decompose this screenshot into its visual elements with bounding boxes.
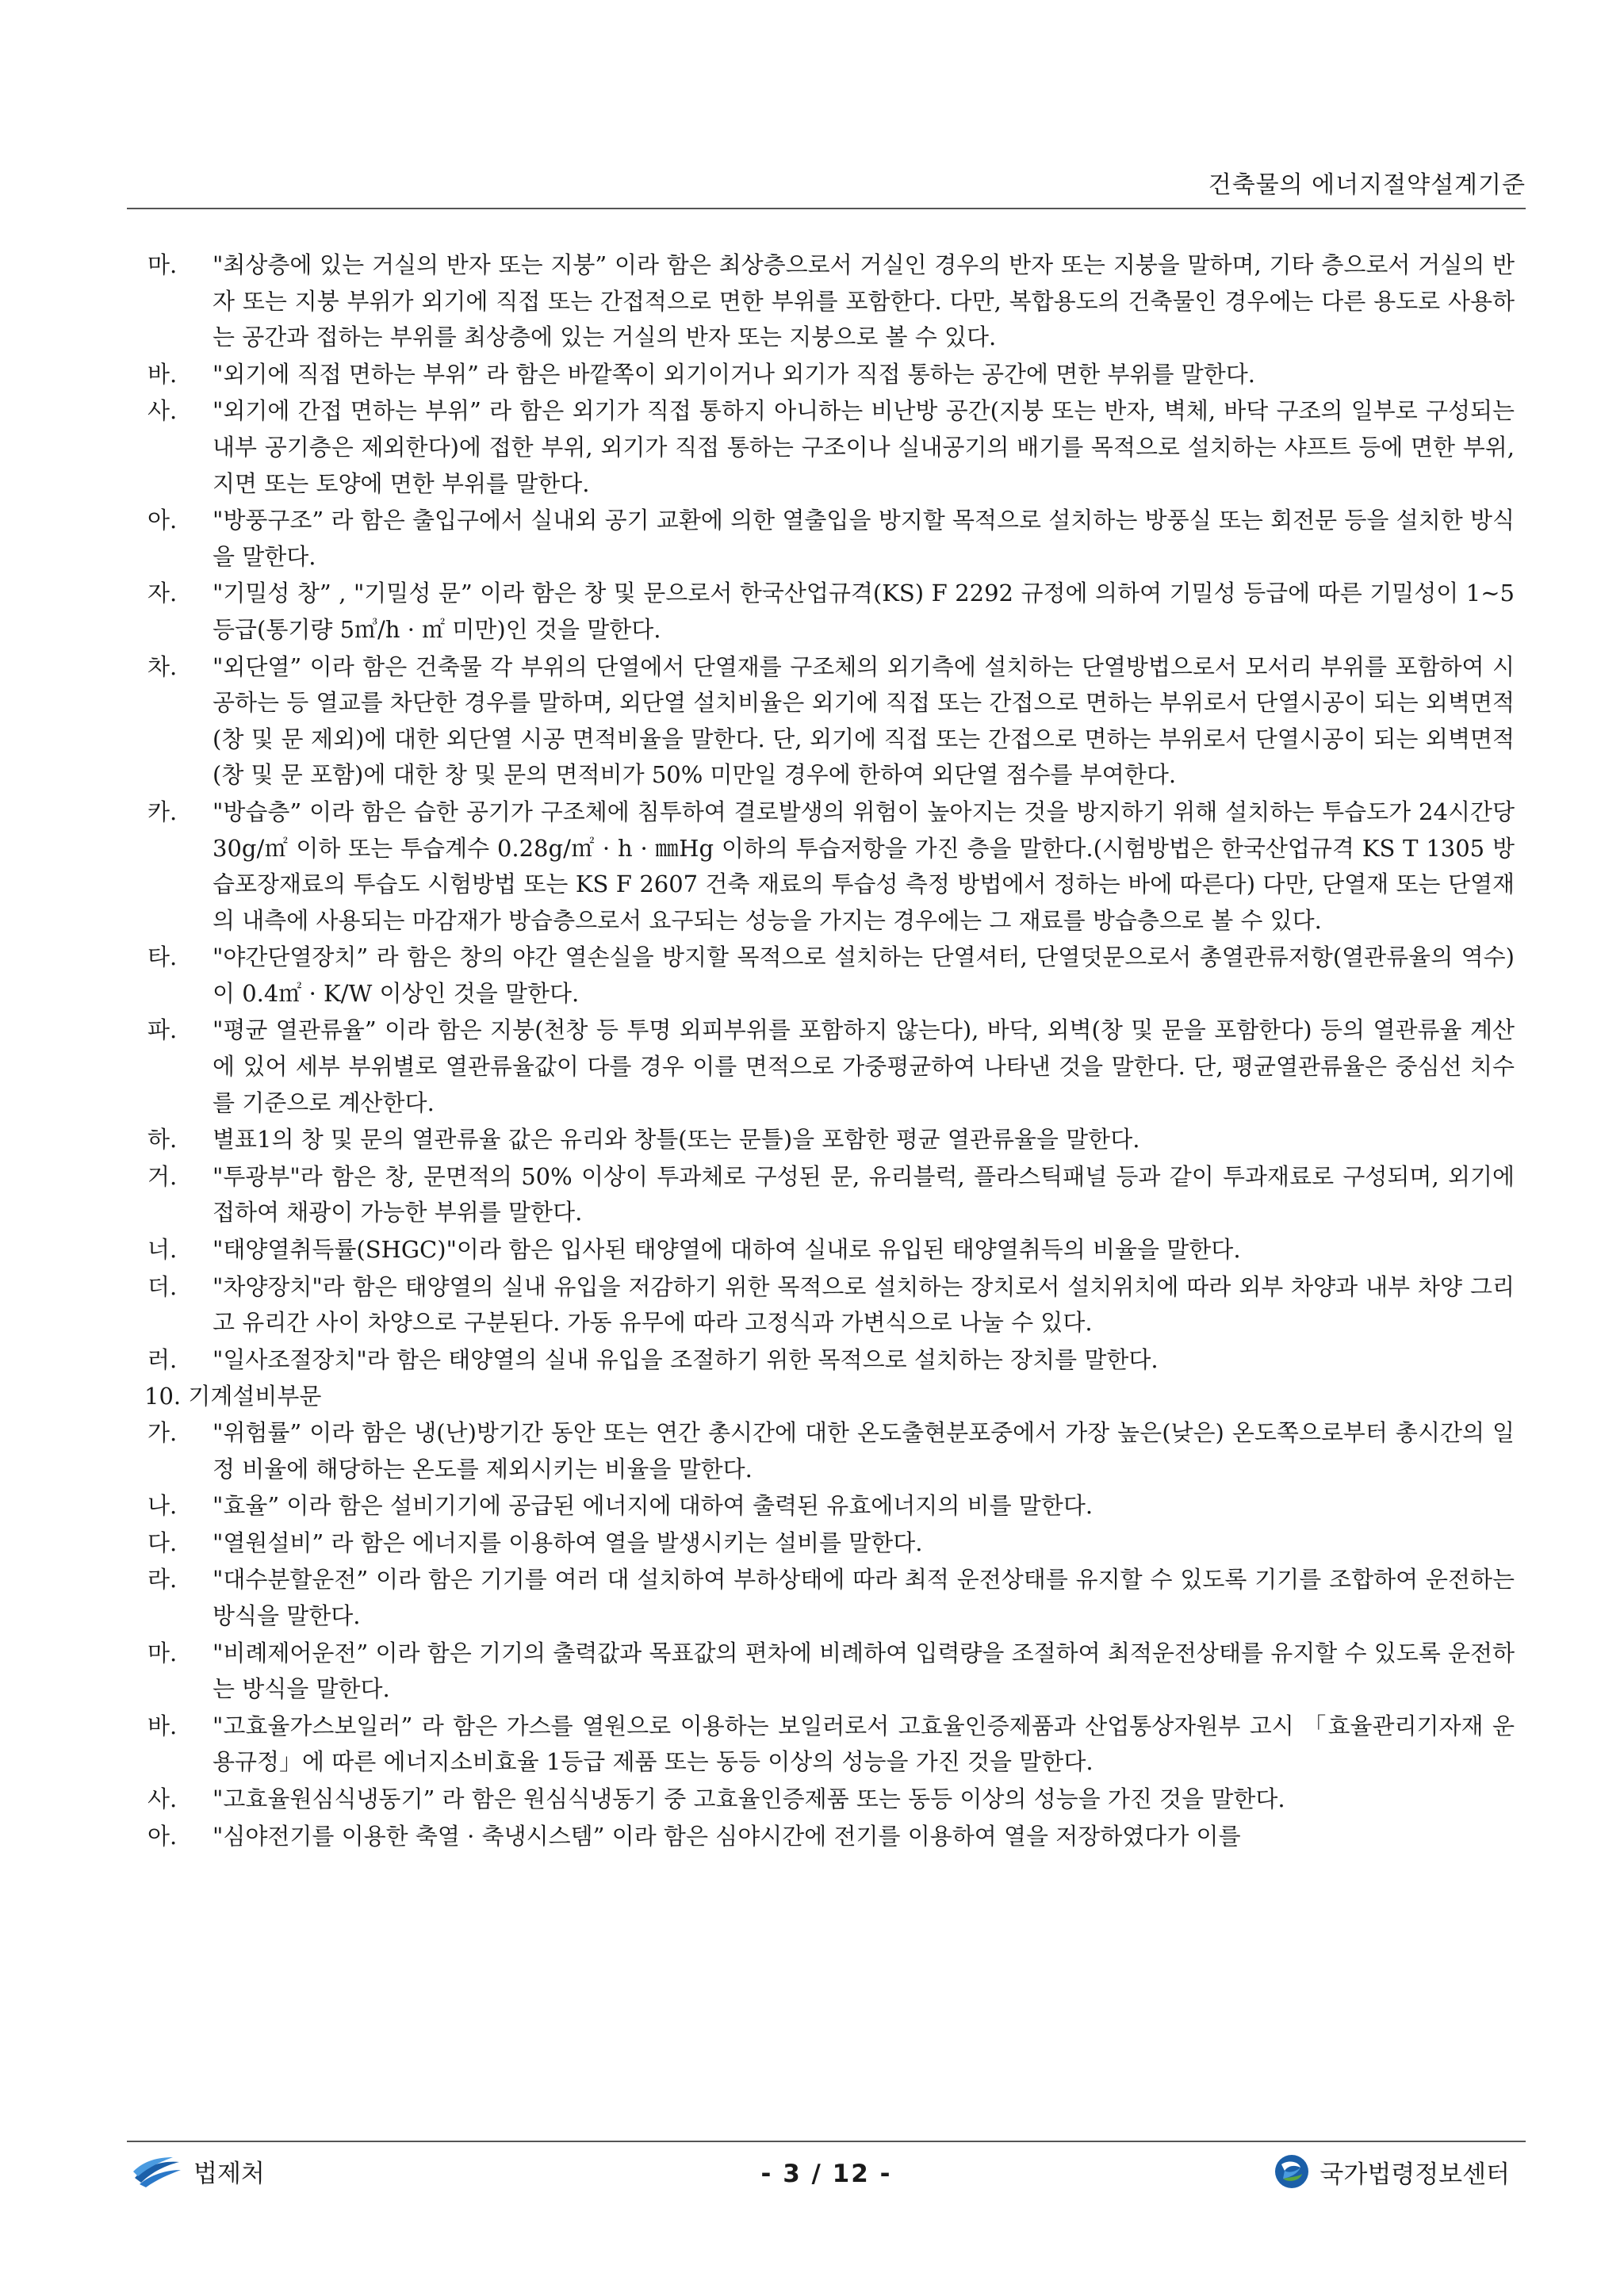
- item-text: "외기에 직접 면하는 부위” 라 함은 바깥쪽이 외기이거나 외기가 직접 통하는 공간에 면한 부위를 말한다.: [213, 360, 1256, 388]
- item-text: "투광부"라 함은 창, 문면적의 50% 이상이 투과체로 구성된 문, 유리블럭, 플라스틱패널 등과 같이 투과재료로 구성되며, 외기에 접하여 채광이 가능한 부위를 말한다.: [213, 1162, 1515, 1226]
- item-marker: 카.: [147, 798, 178, 825]
- item-text: "태양열취득률(SHGC)"이라 함은 입사된 태양열에 대하여 실내로 유입된 태양열취득의 비율을 말한다.: [213, 1236, 1241, 1264]
- item-text: "최상층에 있는 거실의 반자 또는 지붕” 이라 함은 최상층으로서 거실인 경우의 반자 또는 지붕을 말하며, 기타 층으로서 거실의 반자 또는 지붕 부위가 외기에 직접 또는 간접적으로 면한 부위를 포함한다. 다만, 복합용도의 건축물인 경우에는 다른 용도로 사용하는 공간과 접하는 부위를 최상층에 있는 거실의 반자 또는 지붕으로 볼 수 있다.: [213, 251, 1515, 351]
- item-marker: 마.: [147, 1639, 178, 1667]
- item-marker: 아.: [147, 507, 178, 534]
- definition-item: [147, 1819, 1515, 1855]
- item-marker: 사.: [147, 1785, 178, 1812]
- item-marker: 나.: [147, 1492, 178, 1520]
- definition-item: [147, 1781, 1515, 1818]
- item-text: "방풍구조” 라 함은 출입구에서 실내외 공기 교환에 의한 열출입을 방지할 목적으로 설치하는 방풍실 또는 회전문 등을 설치한 방식을 말한다.: [213, 507, 1515, 570]
- document-body: [144, 247, 1515, 1855]
- definition-item: [147, 1159, 1515, 1231]
- item-text: "고효율가스보일러” 라 함은 가스를 열원으로 이용하는 보일러로서 고효율인증제품과 산업통상자원부 고시 「효율관리기자재 운용규정」에 따른 에너지소비효율 1등급 제품 또는 동등 이상의 성능을 가진 것을 말한다.: [213, 1712, 1515, 1776]
- page-number: - 3 / 12 -: [760, 2160, 892, 2188]
- definition-item: [147, 393, 1515, 502]
- item-marker: 러.: [147, 1345, 178, 1373]
- item-marker: 아.: [147, 1822, 178, 1850]
- definition-item: [147, 939, 1515, 1012]
- definition-item: [147, 247, 1515, 356]
- item-text: "고효율원심식냉동기” 라 함은 원심식냉동기 중 고효율인증제품 또는 동등 이상의 성능을 가진 것을 말한다.: [213, 1785, 1285, 1812]
- item-text: "야간단열장치” 라 함은 창의 야간 열손실을 방지할 목적으로 설치하는 단열셔터, 단열덧문으로서 총열관류저항(열관류율의 역수)이 0.4㎡ · K/W 이상인 것을 말한다.: [213, 943, 1515, 1007]
- definition-item: [147, 576, 1515, 648]
- item-text: "효율” 이라 함은 설비기기에 공급된 에너지에 대하여 출력된 유효에너지의 비를 말한다.: [213, 1492, 1094, 1520]
- item-marker: 거.: [147, 1162, 178, 1190]
- definition-item: [147, 1122, 1515, 1158]
- definition-item: [147, 1232, 1515, 1269]
- item-marker: 자.: [147, 580, 178, 607]
- item-text: "열원설비” 라 함은 에너지를 이용하여 열을 발생시키는 설비를 말한다.: [213, 1529, 923, 1556]
- item-marker: 라.: [147, 1566, 178, 1594]
- item-text: "평균 열관류율” 이라 함은 지붕(천창 등 투명 외피부위를 포함하지 않는다), 바닥, 외벽(창 및 문을 포함한다) 등의 열관류율 계산에 있어 세부 부위별로 열관류율값이 다를 경우 이를 면적으로 가중평균하여 나타낸 것을 말한다. 단, 평균열관류율은 중심선 치수를 기준으로 계산한다.: [213, 1016, 1515, 1116]
- definition-item: [147, 1636, 1515, 1708]
- item-text: "대수분할운전” 이라 함은 기기를 여러 대 설치하여 부하상태에 따라 최적 운전상태를 유지할 수 있도록 기기를 조합하여 운전하는 방식을 말한다.: [213, 1566, 1515, 1629]
- definition-item: [147, 649, 1515, 794]
- item-marker: 바.: [147, 1712, 178, 1739]
- item-text: "기밀성 창” , "기밀성 문” 이라 함은 창 및 문으로서 한국산업규격(KS) F 2292 규정에 의하여 기밀성 등급에 따른 기밀성이 1~5등급(통기량 5㎥/h · ㎡ 미만)인 것을 말한다.: [213, 580, 1515, 643]
- item-marker: 더.: [147, 1272, 178, 1300]
- item-text: "심야전기를 이용한 축열 · 축냉시스템” 이라 함은 심야시간에 전기를 이용하여 열을 저장하였다가 이를: [213, 1822, 1241, 1850]
- definition-list-a: [147, 247, 1515, 1378]
- item-text: "비례제어운전” 이라 함은 기기의 출력값과 목표값의 편차에 비례하여 입력량을 조절하여 최적운전상태를 유지할 수 있도록 운전하는 방식을 말한다.: [213, 1639, 1515, 1703]
- definition-item: [147, 503, 1515, 575]
- document-title: 건축물의 에너지절약설계기준: [1208, 171, 1526, 199]
- definition-item: [147, 1269, 1515, 1341]
- item-marker: 너.: [147, 1236, 178, 1264]
- item-text: "외기에 간접 면하는 부위” 라 함은 외기가 직접 통하지 아니하는 비난방 공간(지붕 또는 반자, 벽체, 바닥 구조의 일부로 구성되는 내부 공기층은 제외한다)에 접한 부위, 외기가 직접 통하는 구조이나 실내공기의 배기를 목적으로 설치하는 샤프트 등에 면한 부위, 지면 또는 토양에 면한 부위를 말한다.: [213, 397, 1515, 497]
- definition-item: [147, 794, 1515, 939]
- item-marker: 하.: [147, 1126, 178, 1154]
- definition-item: [147, 1709, 1515, 1781]
- page-footer: [127, 2153, 1526, 2201]
- item-marker: 바.: [147, 360, 178, 388]
- item-text: "외단열” 이라 함은 건축물 각 부위의 단열에서 단열재를 구조체의 외기측에 설치하는 단열방법으로서 모서리 부위를 포함하여 시공하는 등 열교를 차단한 경우를 말하며, 외단열 설치비율은 외기에 직접 또는 간접으로 면하는 부위로서 단열시공이 되는 외벽면적(창 및 문 제외)에 대한 외단열 시공 면적비율을 말한다. 단, 외기에 직접 또는 간접으로 면하는 부위로서 단열시공이 되는 외벽면적(창 및 문 포함)에 대한 창 및 문의 면적비가 50% 미만일 경우에 한하여 외단열 점수를 부여한다.: [213, 652, 1515, 789]
- footer-left-label: 법제처: [193, 2160, 265, 2188]
- item-marker: 파.: [147, 1016, 178, 1044]
- definition-item: [147, 357, 1515, 393]
- item-text: "일사조절장치"라 함은 태양열의 실내 유입을 조절하기 위한 목적으로 설치하는 장치를 말한다.: [213, 1345, 1159, 1373]
- footer-right-label: 국가법령정보센터: [1320, 2160, 1510, 2189]
- definition-item: [147, 1012, 1515, 1121]
- definition-item: [147, 1488, 1515, 1525]
- item-marker: 마.: [147, 251, 178, 278]
- section-heading: 10. 기계설비부문: [144, 1383, 322, 1410]
- item-marker: 사.: [147, 397, 178, 425]
- item-marker: 타.: [147, 943, 178, 971]
- item-text: 별표1의 창 및 문의 열관류율 값은 유리와 창틀(또는 문틀)을 포함한 평균 열관류율을 말한다.: [213, 1126, 1140, 1154]
- definition-item: [147, 1562, 1515, 1634]
- footer-brand-right: [1274, 2153, 1510, 2190]
- item-marker: 차.: [147, 652, 178, 680]
- law-center-logo-icon: [1274, 2153, 1310, 2190]
- item-marker: 다.: [147, 1529, 178, 1556]
- definition-list-b: [147, 1415, 1515, 1854]
- item-text: "차양장치"라 함은 태양열의 실내 유입을 저감하기 위한 목적으로 설치하는 장치로서 설치위치에 따라 외부 차양과 내부 차양 그리고 유리간 사이 차양으로 구분된다. 가동 유무에 따라 고정식과 가변식으로 나눌 수 있다.: [213, 1272, 1515, 1337]
- definition-item: [147, 1415, 1515, 1487]
- definition-item: [147, 1342, 1515, 1379]
- item-marker: 가.: [147, 1419, 178, 1446]
- footer-divider: [127, 2141, 1526, 2142]
- item-text: "위험률” 이라 함은 냉(난)방기간 동안 또는 연간 총시간에 대한 온도출현분포중에서 가장 높은(낮은) 온도쪽으로부터 총시간의 일정 비율에 해당하는 온도를 제외시키는 비율을 말한다.: [213, 1419, 1515, 1483]
- item-text: "방습층” 이라 함은 습한 공기가 구조체에 침투하여 결로발생의 위험이 높아지는 것을 방지하기 위해 설치하는 투습도가 24시간당 30g/㎡ 이하 또는 투습계수 0.28g/㎡ · h · ㎜Hg 이하의 투습저항을 가진 층을 말한다.(시험방법은 한국산업규격 KS T 1305 방습포장재료의 투습도 시험방법 또는 KS F 2607 건축 재료의 투습성 측정 방법에서 정하는 바에 따른다) 다만, 단열재 또는 단열재의 내측에 사용되는 마감재가 방습층으로서 요구되는 성능을 가지는 경우에는 그 재료를 방습층으로 볼 수 있다.: [213, 798, 1515, 934]
- header-divider: [127, 208, 1526, 209]
- definition-item: [147, 1525, 1515, 1562]
